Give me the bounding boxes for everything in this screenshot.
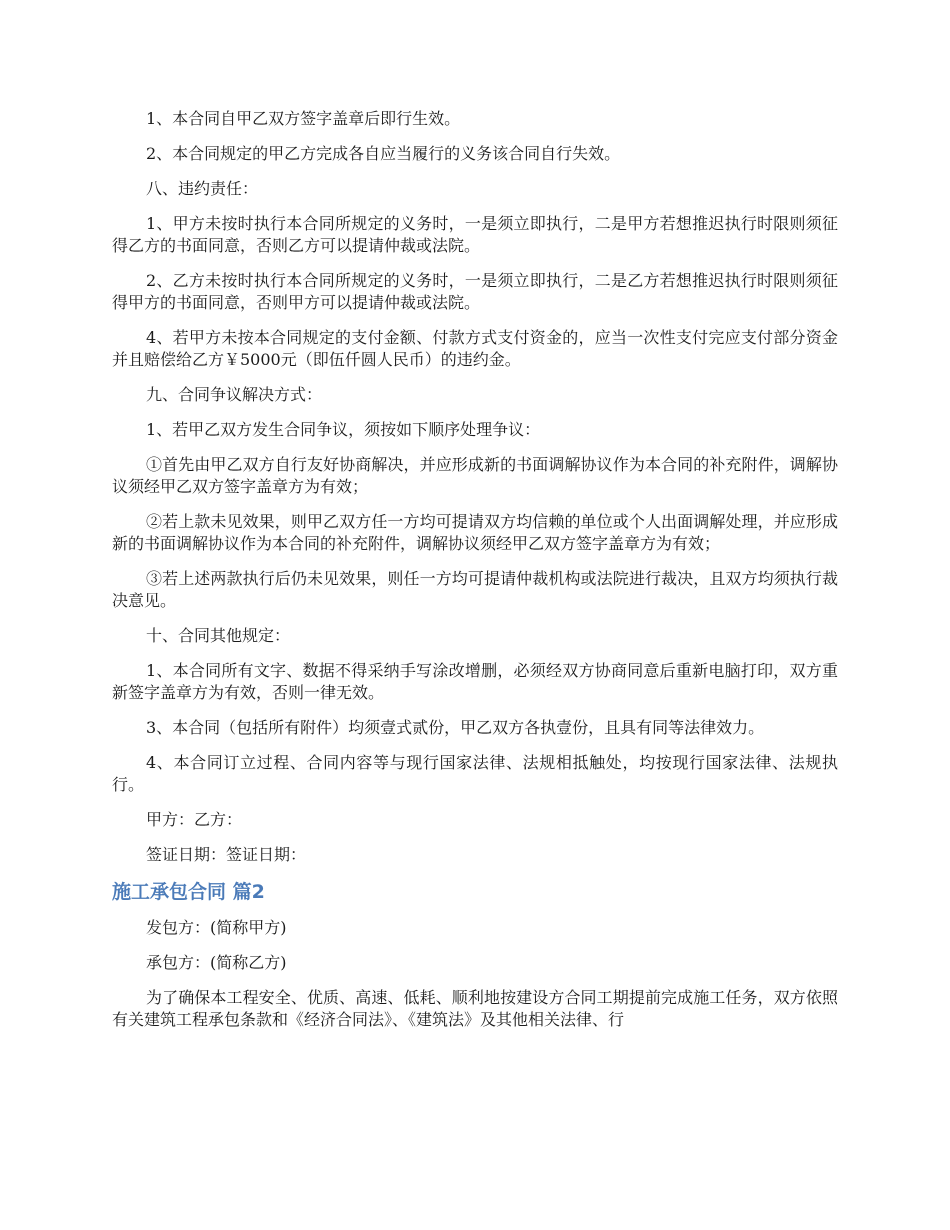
paragraph: ③若上述两款执行后仍未见效果，则任一方均可提请仲裁机构或法院进行裁决，且双方均须执行裁决意见。 xyxy=(112,569,838,610)
paragraph: 1、本合同自甲乙双方签字盖章后即行生效。 xyxy=(146,109,461,128)
party-line: 承包方：(简称乙方) xyxy=(146,953,287,972)
paragraph: 1、本合同所有文字、数据不得采纳手写涂改增删，必须经双方协商同意后重新电脑打印，双方重新签字盖章方为有效，否则一律无效。 xyxy=(112,661,838,702)
paragraph: 2、本合同规定的甲乙方完成各自应当履行的义务该合同自行失效。 xyxy=(146,144,621,163)
paragraph: ①首先由甲乙双方自行友好协商解决，并应形成新的书面调解协议作为本合同的补充附件，调解协议须经甲乙双方签字盖章方为有效； xyxy=(112,455,838,496)
paragraph: 4、本合同订立过程、合同内容等与现行国家法律、法规相抵触处，均按现行国家法律、法规执行。 xyxy=(112,753,838,794)
paragraphs-top xyxy=(112,108,838,866)
paragraph: 3、本合同（包括所有附件）均须壹式贰份，甲乙双方各执壹份，且具有同等法律效力。 xyxy=(146,718,765,737)
section-heading: 施工承包合同 篇2 xyxy=(112,881,265,903)
signature-line: 甲方：乙方： xyxy=(146,810,243,829)
paragraph: 2、乙方未按时执行本合同所规定的义务时，一是须立即执行，二是乙方若想推迟执行时限则须征得甲方的书面同意，否则甲方可以提请仲裁或法院。 xyxy=(112,271,838,312)
section-label: 九、合同争议解决方式： xyxy=(146,385,323,404)
date-line: 签证日期：签证日期： xyxy=(146,845,307,864)
paragraphs-bottom xyxy=(112,917,838,1031)
paragraph: 1、若甲乙双方发生合同争议，须按如下顺序处理争议： xyxy=(146,420,541,439)
section-label: 十、合同其他规定： xyxy=(146,626,291,645)
document-page xyxy=(112,108,838,1044)
paragraph: 为了确保本工程安全、优质、高速、低耗、顺利地按建设方合同工期提前完成施工任务，双方依照有关建筑工程承包条款和《经济合同法》、《建筑法》及其他相关法律、行 xyxy=(112,988,838,1029)
paragraph: 4、若甲方未按本合同规定的支付金额、付款方式支付资金的，应当一次性支付完应支付部分资金并且赔偿给乙方￥5000元（即伍仟圆人民币）的违约金。 xyxy=(112,328,838,369)
section-label: 八、违约责任： xyxy=(146,179,259,198)
paragraph: ②若上款未见效果，则甲乙双方任一方均可提请双方均信赖的单位或个人出面调解处理，并应形成新的书面调解协议作为本合同的补充附件，调解协议须经甲乙双方签字盖章方为有效； xyxy=(112,512,838,553)
party-line: 发包方：(简称甲方) xyxy=(146,918,287,937)
paragraph: 1、甲方未按时执行本合同所规定的义务时，一是须立即执行，二是甲方若想推迟执行时限则须征得乙方的书面同意，否则乙方可以提请仲裁或法院。 xyxy=(112,214,838,255)
